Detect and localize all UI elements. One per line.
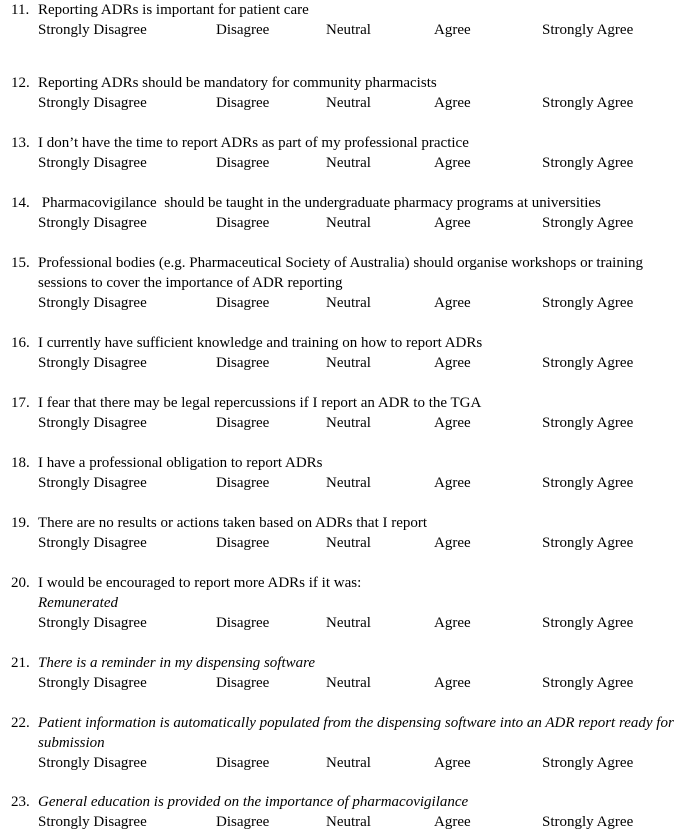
likert-scale (0, 93, 685, 113)
likert-scale (0, 673, 685, 693)
option-disagree[interactable]: Disagree (216, 475, 270, 491)
question-12 (0, 73, 685, 113)
likert-scale (0, 413, 685, 433)
likert-scale (0, 213, 685, 233)
option-strongly-disagree[interactable]: Strongly Disagree (38, 755, 147, 771)
option-strongly-agree[interactable]: Strongly Agree (542, 22, 634, 38)
option-disagree[interactable]: Disagree (216, 814, 270, 830)
option-neutral[interactable]: Neutral (326, 415, 371, 431)
option-neutral[interactable]: Neutral (326, 814, 371, 830)
option-disagree[interactable]: Disagree (216, 295, 270, 311)
question-number: 19. (11, 515, 30, 531)
option-disagree[interactable]: Disagree (216, 95, 270, 111)
question-15 (0, 253, 685, 313)
option-strongly-agree[interactable]: Strongly Agree (542, 475, 634, 491)
option-strongly-disagree[interactable]: Strongly Disagree (38, 95, 147, 111)
option-strongly-disagree[interactable]: Strongly Disagree (38, 295, 147, 311)
question-number: 11. (11, 2, 30, 18)
option-strongly-agree[interactable]: Strongly Agree (542, 814, 634, 830)
question-17 (0, 393, 685, 433)
question-subitem: Remunerated (38, 595, 118, 611)
option-strongly-disagree[interactable]: Strongly Disagree (38, 475, 147, 491)
option-agree[interactable]: Agree (434, 215, 471, 231)
likert-scale (0, 753, 685, 773)
question-18 (0, 453, 685, 493)
question-text-continued: sessions to cover the importance of ADR reporting (38, 275, 343, 291)
likert-scale (0, 613, 685, 633)
question-stem (0, 792, 685, 812)
option-agree[interactable]: Agree (434, 615, 471, 631)
question-text: Pharmacovigilance should be taught in the undergraduate pharmacy programs at universities (38, 195, 601, 211)
option-agree[interactable]: Agree (434, 155, 471, 171)
option-disagree[interactable]: Disagree (216, 755, 270, 771)
question-text: There are no results or actions taken based on ADRs that I report (38, 515, 428, 531)
question-stem (0, 453, 685, 473)
question-text: I would be encouraged to report more ADRs if it was: (38, 575, 362, 591)
question-number: 16. (11, 335, 30, 351)
option-strongly-agree[interactable]: Strongly Agree (542, 615, 634, 631)
option-strongly-agree[interactable]: Strongly Agree (542, 95, 634, 111)
option-neutral[interactable]: Neutral (326, 755, 371, 771)
question-stem (0, 0, 685, 20)
option-disagree[interactable]: Disagree (216, 415, 270, 431)
option-strongly-agree[interactable]: Strongly Agree (542, 675, 634, 691)
question-text: Professional bodies (e.g. Pharmaceutical Society of Australia) should organise workshops or training (38, 255, 644, 271)
question-text: Patient information is automatically populated from the dispensing software into an ADR report ready for (38, 715, 674, 731)
question-21 (0, 653, 685, 693)
question-number: 12. (11, 75, 30, 91)
option-strongly-disagree[interactable]: Strongly Disagree (38, 215, 147, 231)
option-neutral[interactable]: Neutral (326, 155, 371, 171)
question-text: Reporting ADRs is important for patient care (38, 2, 309, 18)
option-neutral[interactable]: Neutral (326, 215, 371, 231)
question-text: I currently have sufficient knowledge and training on how to report ADRs (38, 335, 483, 351)
question-14 (0, 193, 685, 233)
likert-scale (0, 153, 685, 173)
question-stem (0, 653, 685, 673)
option-strongly-disagree[interactable]: Strongly Disagree (38, 814, 147, 830)
option-agree[interactable]: Agree (434, 415, 471, 431)
likert-scale (0, 473, 685, 493)
question-number: 13. (11, 135, 30, 151)
question-20 (0, 573, 685, 633)
option-strongly-agree[interactable]: Strongly Agree (542, 155, 634, 171)
option-disagree[interactable]: Disagree (216, 615, 270, 631)
option-disagree[interactable]: Disagree (216, 355, 270, 371)
question-16 (0, 333, 685, 373)
question-stem (0, 513, 685, 533)
question-text: I have a professional obligation to report ADRs (38, 455, 323, 471)
option-agree[interactable]: Agree (434, 675, 471, 691)
question-stem (0, 573, 685, 593)
option-disagree[interactable]: Disagree (216, 535, 270, 551)
question-number: 23. (11, 794, 30, 810)
question-number: 21. (11, 655, 30, 671)
option-agree[interactable]: Agree (434, 95, 471, 111)
question-stem (0, 253, 685, 273)
option-agree[interactable]: Agree (434, 755, 471, 771)
option-strongly-disagree[interactable]: Strongly Disagree (38, 535, 147, 551)
question-22 (0, 713, 685, 773)
option-neutral[interactable]: Neutral (326, 535, 371, 551)
question-stem (0, 73, 685, 93)
likert-scale (0, 533, 685, 553)
option-neutral[interactable]: Neutral (326, 675, 371, 691)
likert-scale (0, 293, 685, 313)
question-text: Reporting ADRs should be mandatory for community pharmacists (38, 75, 437, 91)
question-text-continued: submission (38, 735, 105, 751)
option-neutral[interactable]: Neutral (326, 355, 371, 371)
question-11 (0, 0, 685, 40)
likert-scale (0, 812, 685, 832)
option-neutral[interactable]: Neutral (326, 95, 371, 111)
option-neutral[interactable]: Neutral (326, 295, 371, 311)
option-strongly-agree[interactable]: Strongly Agree (542, 355, 634, 371)
question-number: 20. (11, 575, 30, 591)
likert-scale (0, 353, 685, 373)
option-agree[interactable]: Agree (434, 22, 471, 38)
question-23 (0, 792, 685, 832)
option-strongly-agree[interactable]: Strongly Agree (542, 295, 634, 311)
question-13 (0, 133, 685, 173)
option-strongly-disagree[interactable]: Strongly Disagree (38, 155, 147, 171)
option-agree[interactable]: Agree (434, 295, 471, 311)
option-strongly-disagree[interactable]: Strongly Disagree (38, 415, 147, 431)
question-text: I don’t have the time to report ADRs as part of my professional practice (38, 135, 469, 151)
question-stem (0, 133, 685, 153)
question-stem (0, 713, 685, 733)
option-disagree[interactable]: Disagree (216, 215, 270, 231)
question-stem (0, 393, 685, 413)
question-19 (0, 513, 685, 553)
question-stem (0, 193, 685, 213)
option-strongly-disagree[interactable]: Strongly Disagree (38, 22, 147, 38)
question-number: 22. (11, 715, 30, 731)
question-text: I fear that there may be legal repercussions if I report an ADR to the TGA (38, 395, 482, 411)
option-neutral[interactable]: Neutral (326, 22, 371, 38)
likert-scale (0, 20, 685, 40)
option-disagree[interactable]: Disagree (216, 22, 270, 38)
option-strongly-disagree[interactable]: Strongly Disagree (38, 615, 147, 631)
option-strongly-disagree[interactable]: Strongly Disagree (38, 675, 147, 691)
question-text: There is a reminder in my dispensing software (38, 655, 316, 671)
option-strongly-agree[interactable]: Strongly Agree (542, 755, 634, 771)
option-strongly-agree[interactable]: Strongly Agree (542, 415, 634, 431)
question-number: 18. (11, 455, 30, 471)
option-agree[interactable]: Agree (434, 475, 471, 491)
option-disagree[interactable]: Disagree (216, 155, 270, 171)
option-neutral[interactable]: Neutral (326, 475, 371, 491)
question-number: 17. (11, 395, 30, 411)
option-agree[interactable]: Agree (434, 355, 471, 371)
option-strongly-agree[interactable]: Strongly Agree (542, 215, 634, 231)
question-text: General education is provided on the importance of pharmacovigilance (38, 794, 469, 810)
option-agree[interactable]: Agree (434, 814, 471, 830)
question-number: 15. (11, 255, 30, 271)
question-number: 14. (11, 195, 30, 211)
option-strongly-disagree[interactable]: Strongly Disagree (38, 355, 147, 371)
option-agree[interactable]: Agree (434, 535, 471, 551)
option-neutral[interactable]: Neutral (326, 615, 371, 631)
question-stem (0, 333, 685, 353)
option-disagree[interactable]: Disagree (216, 675, 270, 691)
option-strongly-agree[interactable]: Strongly Agree (542, 535, 634, 551)
